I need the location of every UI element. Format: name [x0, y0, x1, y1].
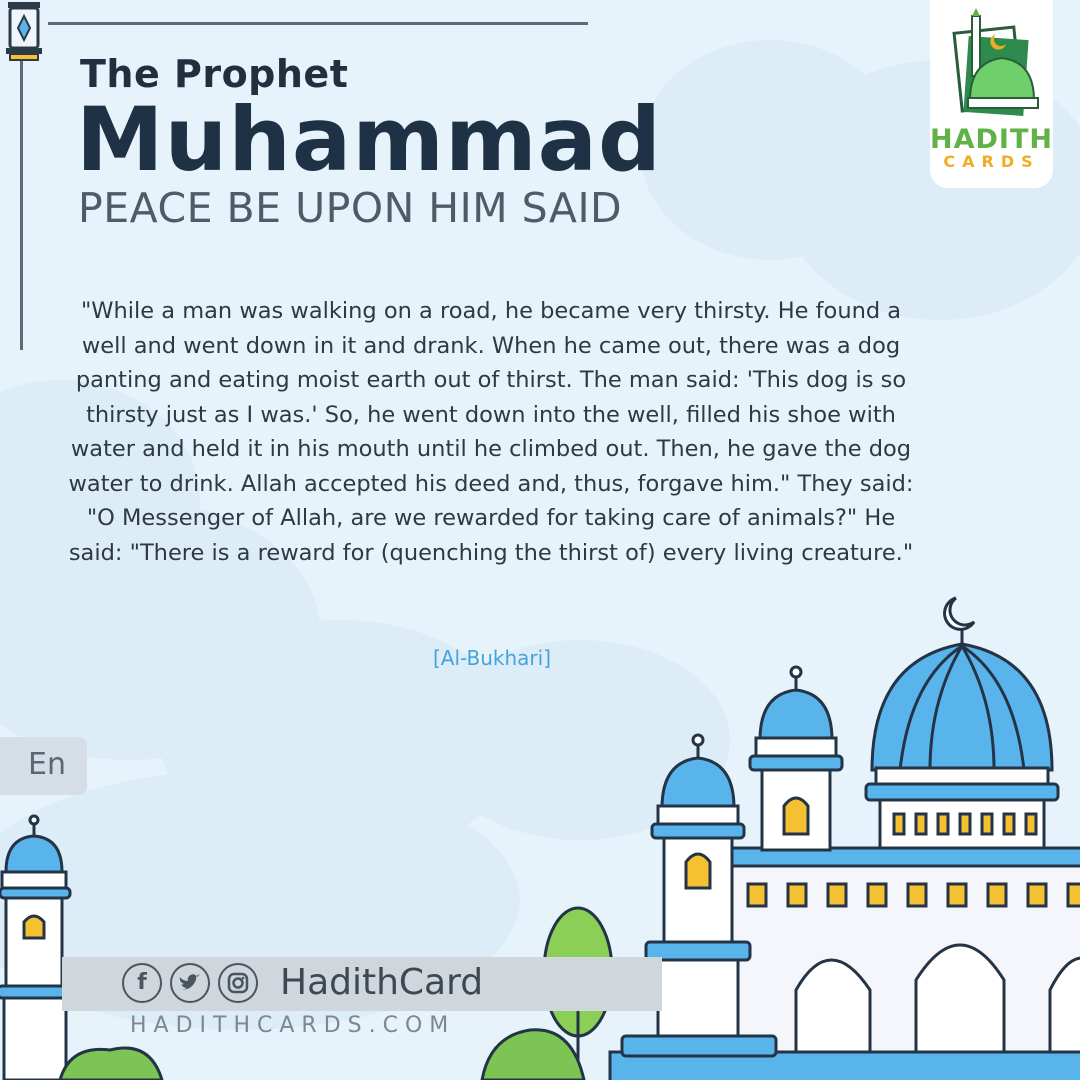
title-prophet-name: Muhammad	[76, 88, 663, 191]
main-dome	[866, 598, 1058, 848]
facebook-icon[interactable]: f	[122, 963, 162, 1003]
logo-word-hadith: HADITH	[930, 124, 1053, 155]
language-toggle[interactable]	[0, 737, 87, 795]
instagram-icon[interactable]	[218, 963, 258, 1003]
title-line-3: PEACE BE UPON HIM SAID	[78, 184, 623, 232]
language-label: En	[28, 747, 66, 782]
title-line-1: The Prophet	[80, 52, 349, 96]
website-url[interactable]: HADITHCARDS.COM	[130, 1013, 456, 1038]
left-minaret	[0, 816, 76, 1080]
hadith-source: [Al-Bukhari]	[432, 646, 552, 670]
logo-word-cards: CARDS	[943, 152, 1040, 171]
hadith-text: "While a man was walking on a road, he became very thirsty. He found a well and went down in it and drank. When he came out, there was a dog panting and eating moist earth out of thirst. The man said: 'This dog is so thirsty just as I was.' So, he went down into the well, filled his shoe with water and held it in his mouth until he climbed out. Then, he gave the dog water to drink. Allah accepted his deed and, thus, forgave him." They said: "O Messenger of Allah, are we rewarded for taking care of animals?" He said: "There is a reward for (quenching the thirst of) every living creature."	[68, 298, 914, 566]
twitter-icon[interactable]	[170, 963, 210, 1003]
middle-tower	[750, 667, 842, 850]
social-handle[interactable]: HadithCard	[280, 962, 484, 1003]
